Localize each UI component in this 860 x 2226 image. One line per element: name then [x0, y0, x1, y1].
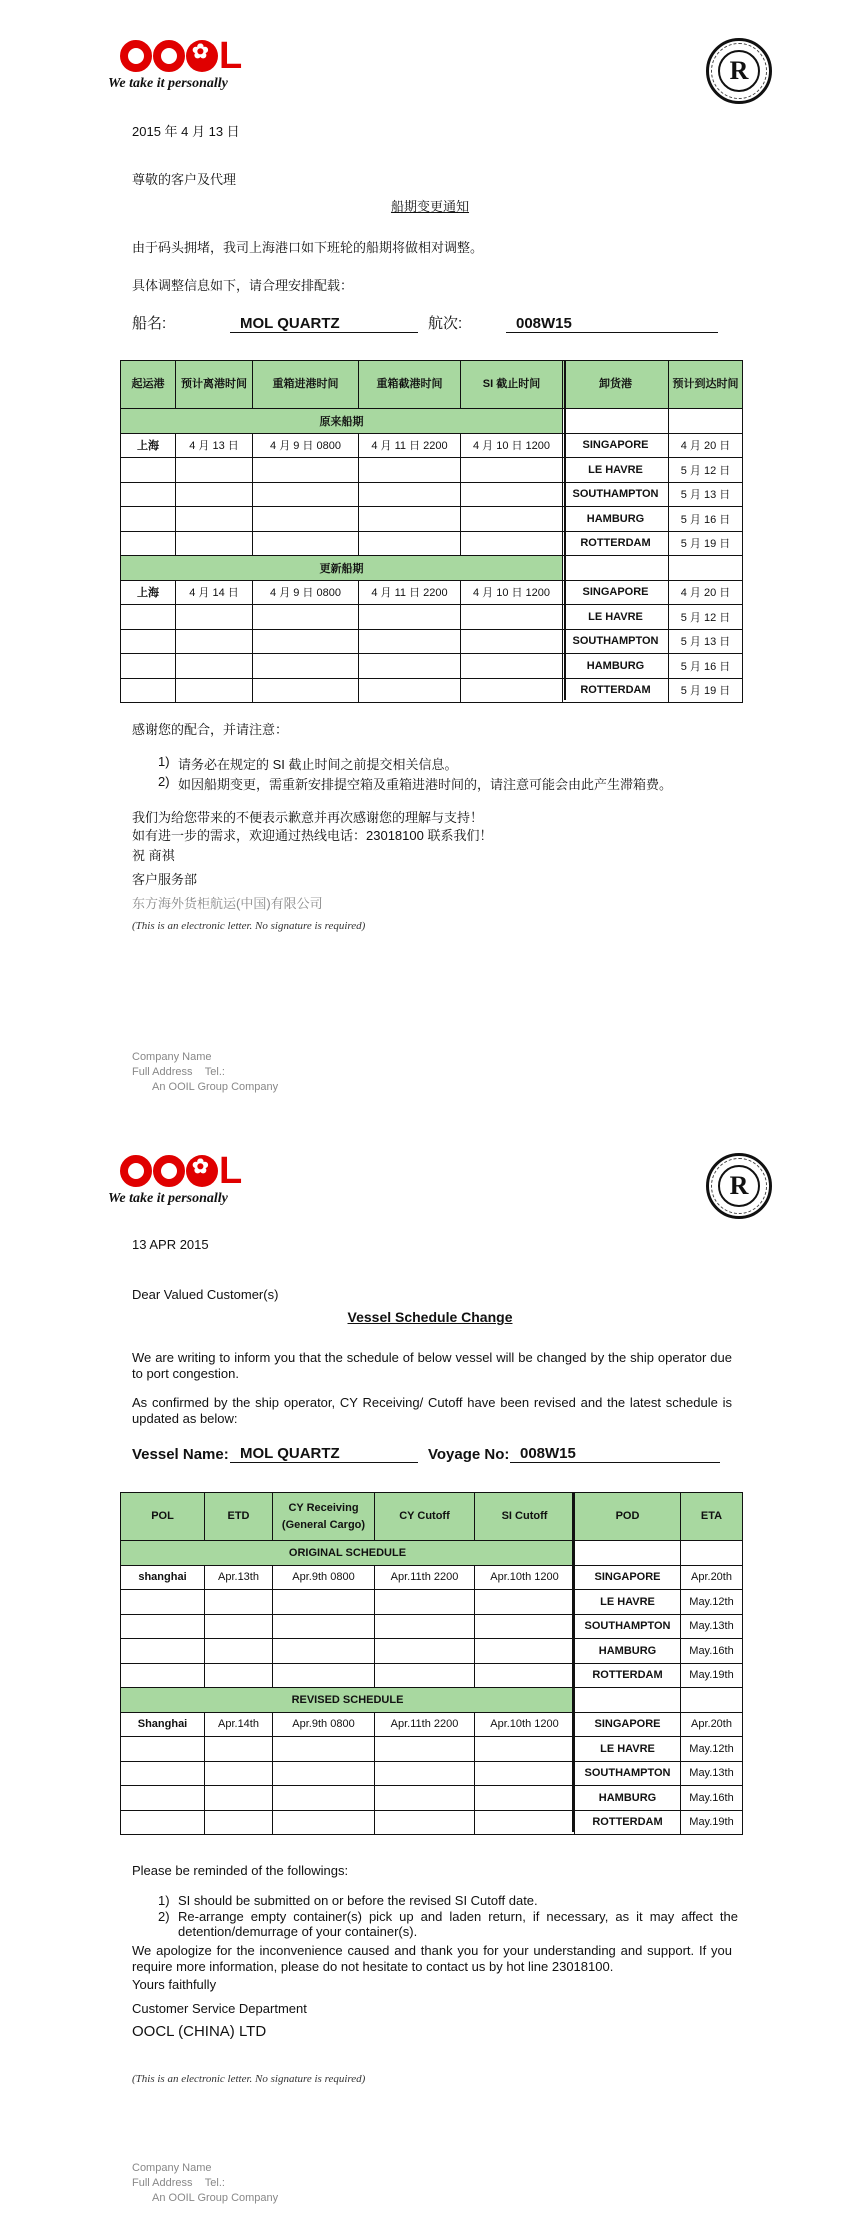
port-of-discharge: SINGAPORE [563, 580, 669, 605]
electronic-signature-note: (This is an electronic letter. No signature is required) [132, 2073, 366, 2085]
table-cell [359, 605, 461, 630]
table-cell: Apr.11th 2200 [375, 1712, 475, 1737]
eta-cell: May.16th [681, 1639, 743, 1664]
footer-group: An OOIL Group Company [152, 2191, 279, 2204]
vessel-info-line [0, 1445, 860, 1467]
table-cell [121, 1761, 205, 1786]
table-cell: 4 月 10 日 1200 [461, 433, 563, 458]
table-cell: Apr.9th 0800 [273, 1712, 375, 1737]
salutation: Dear Valued Customer(s) [132, 1287, 279, 1302]
eta-cell: 5 月 13 日 [669, 629, 743, 654]
port-of-discharge: HAMBURG [575, 1786, 681, 1811]
eta-cell: May.13th [681, 1761, 743, 1786]
table-row [121, 1541, 743, 1566]
table-cell [475, 1737, 575, 1762]
table-cell [475, 1639, 575, 1664]
table-row [121, 1565, 743, 1590]
eta-cell: Apr.20th [681, 1712, 743, 1737]
footer-full-address: Full Address [132, 1065, 193, 1078]
table-cell [121, 1590, 205, 1615]
eta-cell: 5 月 13 日 [669, 482, 743, 507]
oocl-logo [108, 1149, 258, 1213]
table-cell [575, 1541, 681, 1566]
port-of-discharge: HAMBURG [563, 507, 669, 532]
letter-title: 船期变更通知 [390, 199, 469, 214]
table-cell [475, 1786, 575, 1811]
table-cell [121, 1663, 205, 1688]
table-cell [375, 1590, 475, 1615]
table-cell [121, 507, 176, 532]
table-cell: 4 月 11 日 2200 [359, 433, 461, 458]
letter-footer [132, 2161, 278, 2206]
table-cell [253, 678, 359, 703]
table-cell [121, 678, 176, 703]
table-cell [253, 654, 359, 679]
table-cell: 4 月 9 日 0800 [253, 580, 359, 605]
letter-footer [132, 1050, 278, 1095]
note-number: 1) [158, 1893, 170, 1908]
table-cell: Apr.10th 1200 [475, 1712, 575, 1737]
table-cell [375, 1663, 475, 1688]
column-header: SI 截止时间 [461, 361, 563, 409]
company-line: OOCL (CHINA) LTD [132, 2023, 267, 2040]
apology-line: 我们为给您带来的不便表示歉意并再次感谢您的理解与支持！ [132, 810, 484, 825]
table-cell [475, 1614, 575, 1639]
port-of-discharge: SOUTHAMPTON [563, 629, 669, 654]
table-cell [205, 1761, 273, 1786]
table-row [121, 507, 743, 532]
table-row [121, 556, 743, 581]
table-cell [205, 1663, 273, 1688]
table-cell [475, 1663, 575, 1688]
table-cell [575, 1688, 681, 1713]
table-row [121, 361, 743, 409]
eta-cell: May.16th [681, 1786, 743, 1811]
table-row [121, 654, 743, 679]
eta-cell: Apr.20th [681, 1565, 743, 1590]
reminder-line: Please be reminded of the followings: [132, 1863, 349, 1878]
port-of-discharge: HAMBURG [563, 654, 669, 679]
table-cell [359, 507, 461, 532]
eta-cell: May.12th [681, 1737, 743, 1762]
eta-cell: 5 月 19 日 [669, 531, 743, 556]
footer-group: An OOIL Group Company [152, 1080, 279, 1093]
table-cell [176, 605, 253, 630]
table-cell [121, 1737, 205, 1762]
eta-cell: 5 月 16 日 [669, 654, 743, 679]
notes-list [158, 754, 738, 794]
table-cell [669, 556, 743, 581]
table-cell: Apr.13th [205, 1565, 273, 1590]
vessel-info-line [0, 315, 860, 337]
port-of-discharge: SOUTHAMPTON [563, 482, 669, 507]
certification-seal: R [706, 38, 772, 104]
eta-cell: 5 月 16 日 [669, 507, 743, 532]
voyage-label: 航次: [428, 315, 463, 332]
eta-cell: 5 月 12 日 [669, 605, 743, 630]
column-header: CY Cutoff [375, 1493, 475, 1541]
table-row [121, 1810, 743, 1835]
column-header: CY Receiving (General Cargo) [273, 1493, 375, 1541]
table-cell [205, 1737, 273, 1762]
table-row [121, 1786, 743, 1811]
table-cell [475, 1590, 575, 1615]
table-divider [564, 360, 566, 700]
table-cell [461, 507, 563, 532]
department-line: Customer Service Department [132, 2001, 307, 2016]
oocl-wordmark: ✿ L [120, 38, 241, 74]
table-row [121, 433, 743, 458]
salutation: 尊敬的客户及代理 [132, 172, 237, 187]
table-cell [461, 458, 563, 483]
table-cell [121, 482, 176, 507]
table-cell [205, 1614, 273, 1639]
table-row [121, 531, 743, 556]
table-cell [273, 1810, 375, 1835]
eta-cell: 5 月 12 日 [669, 458, 743, 483]
table-cell [273, 1761, 375, 1786]
column-header: 预计离港时间 [176, 361, 253, 409]
note-number: 1) [158, 754, 170, 769]
note-item: 请务必在规定的 SI 截止时间之前提交相关信息。 [178, 757, 458, 772]
details-paragraph: As confirmed by the ship operator, CY Receiving/ Cutoff have been revised and the latest schedule is updated as below: [132, 1395, 732, 1427]
table-cell [121, 1786, 205, 1811]
table-cell [121, 1639, 205, 1664]
table-cell: 4 月 13 日 [176, 433, 253, 458]
table-cell [461, 605, 563, 630]
column-header: 重箱截港时间 [359, 361, 461, 409]
apology-paragraph: We apologize for the inconvenience caused and thank you for your understanding and support. If you require more information, please do not hesitate to contact us by hot line 23018100. [132, 1943, 732, 1975]
table-cell [121, 1810, 205, 1835]
details-paragraph: 具体调整信息如下，请合理安排配载： [132, 278, 354, 293]
section-label: 原来船期 [121, 409, 563, 434]
section-label: ORIGINAL SCHEDULE [121, 1541, 575, 1566]
table-cell [253, 458, 359, 483]
department-line: 客户服务部 [132, 872, 198, 887]
table-cell [461, 531, 563, 556]
electronic-signature-note: (This is an electronic letter. No signature is required) [132, 920, 366, 932]
note-number: 2) [158, 774, 170, 789]
column-header: POL [121, 1493, 205, 1541]
table-cell [176, 458, 253, 483]
table-cell [359, 458, 461, 483]
table-cell [375, 1737, 475, 1762]
table-cell [273, 1737, 375, 1762]
table-cell: 4 月 11 日 2200 [359, 580, 461, 605]
eta-cell: 5 月 19 日 [669, 678, 743, 703]
port-of-discharge: SINGAPORE [563, 433, 669, 458]
column-header: 起运港 [121, 361, 176, 409]
table-row [121, 678, 743, 703]
table-cell [681, 1688, 743, 1713]
port-of-discharge: SINGAPORE [575, 1565, 681, 1590]
table-cell [681, 1541, 743, 1566]
note-item: Re-arrange empty container(s) pick up and laden return, if necessary, as it may affect the detention/demurrage of your container(s). [178, 1909, 738, 1939]
vessel-value: MOL QUARTZ [230, 1445, 418, 1463]
footer-company-name: Company Name [132, 2162, 212, 2174]
certification-seal: R [706, 1153, 772, 1219]
table-cell [176, 629, 253, 654]
port-of-discharge: SINGAPORE [575, 1712, 681, 1737]
table-cell [273, 1663, 375, 1688]
table-cell: 4 月 10 日 1200 [461, 580, 563, 605]
vessel-label: Vessel Name: [132, 1446, 229, 1463]
table-cell [205, 1786, 273, 1811]
section-label: 更新船期 [121, 556, 563, 581]
table-cell [253, 605, 359, 630]
table-cell: 4 月 14 日 [176, 580, 253, 605]
table-cell: Shanghai [121, 1712, 205, 1737]
footer-full-address: Full Address [132, 2176, 193, 2189]
table-cell [375, 1786, 475, 1811]
port-of-discharge: LE HAVRE [575, 1737, 681, 1762]
table-row [121, 1663, 743, 1688]
thanks-line: 感谢您的配合，并请注意： [132, 722, 289, 737]
note-item: SI should be submitted on or before the revised SI Cutoff date. [178, 1893, 538, 1908]
oocl-wordmark: ✿ L [120, 1153, 241, 1189]
table-row [121, 1737, 743, 1762]
table-cell [176, 654, 253, 679]
letter-page-english [0, 1113, 860, 2226]
port-of-discharge: ROTTERDAM [563, 531, 669, 556]
footer-tel: Tel.: [204, 1065, 225, 1078]
section-label: REVISED SCHEDULE [121, 1688, 575, 1713]
table-cell [205, 1810, 273, 1835]
table-cell [563, 409, 669, 434]
table-cell [359, 654, 461, 679]
port-of-discharge: HAMBURG [575, 1639, 681, 1664]
intro-paragraph: We are writing to inform you that the schedule of below vessel will be changed by the ship operator due to port congestion. [132, 1350, 732, 1382]
table-cell [375, 1810, 475, 1835]
table-cell [669, 409, 743, 434]
port-of-discharge: ROTTERDAM [563, 678, 669, 703]
table-cell [253, 629, 359, 654]
table-row [121, 482, 743, 507]
contact-line: 如有进一步的需求，欢迎通过热线电话：23018100 联系我们！ [132, 828, 493, 843]
table-cell: Apr.10th 1200 [475, 1565, 575, 1590]
table-cell [121, 458, 176, 483]
table-cell [461, 629, 563, 654]
table-cell: Apr.11th 2200 [375, 1565, 475, 1590]
port-of-discharge: LE HAVRE [563, 605, 669, 630]
table-row [121, 580, 743, 605]
table-cell [253, 507, 359, 532]
table-row [121, 1590, 743, 1615]
table-row [121, 409, 743, 434]
table-cell [273, 1614, 375, 1639]
table-cell [121, 1614, 205, 1639]
intro-paragraph: 由于码头拥堵，我司上海港口如下班轮的船期将做相对调整。 [132, 240, 484, 255]
eta-cell: May.13th [681, 1614, 743, 1639]
table-cell [176, 678, 253, 703]
table-cell [176, 507, 253, 532]
table-row [121, 1493, 743, 1541]
table-cell [205, 1590, 273, 1615]
notes-list [158, 1893, 738, 1941]
company-line: 东方海外货柜航运(中国)有限公司 [132, 896, 323, 911]
column-header: SI Cutoff [475, 1493, 575, 1541]
column-header: 预计到达时间 [669, 361, 743, 409]
letter-date: 13 APR 2015 [132, 1237, 209, 1252]
table-row [121, 1639, 743, 1664]
letter-date: 2015 年 4 月 13 日 [132, 124, 240, 139]
vessel-label: 船名: [132, 315, 167, 332]
note-number: 2) [158, 1909, 170, 1924]
table-cell [205, 1639, 273, 1664]
table-cell [359, 482, 461, 507]
table-cell [273, 1786, 375, 1811]
voyage-label: Voyage No: [428, 1446, 510, 1463]
port-of-discharge: SOUTHAMPTON [575, 1614, 681, 1639]
table-row [121, 1761, 743, 1786]
letter-title: Vessel Schedule Change [347, 1309, 513, 1325]
table-cell [461, 654, 563, 679]
table-cell [273, 1639, 375, 1664]
table-cell [461, 678, 563, 703]
table-row [121, 458, 743, 483]
table-row [121, 605, 743, 630]
table-cell: 上海 [121, 580, 176, 605]
voyage-value: 008W15 [510, 1445, 720, 1463]
table-row [121, 629, 743, 654]
eta-cell: 4 月 20 日 [669, 433, 743, 458]
port-of-discharge: LE HAVRE [575, 1590, 681, 1615]
eta-cell: May.19th [681, 1810, 743, 1835]
table-cell: Apr.14th [205, 1712, 273, 1737]
regards-line: 祝 商祺 [132, 848, 175, 863]
table-cell [176, 482, 253, 507]
schedule-table [120, 1492, 743, 1835]
port-of-discharge: LE HAVRE [563, 458, 669, 483]
table-cell [176, 531, 253, 556]
table-cell: 4 月 9 日 0800 [253, 433, 359, 458]
table-cell [121, 605, 176, 630]
port-of-discharge: SOUTHAMPTON [575, 1761, 681, 1786]
table-cell [121, 531, 176, 556]
table-row [121, 1614, 743, 1639]
schedule-table [120, 360, 743, 703]
column-header: ETD [205, 1493, 273, 1541]
table-divider [572, 1492, 574, 1832]
table-cell: Apr.9th 0800 [273, 1565, 375, 1590]
table-cell [475, 1810, 575, 1835]
port-of-discharge: ROTTERDAM [575, 1810, 681, 1835]
table-cell: 上海 [121, 433, 176, 458]
column-header: 卸货港 [563, 361, 669, 409]
footer-company-name: Company Name [132, 1051, 212, 1063]
regards-line: Yours faithfully [132, 1977, 217, 1992]
footer-tel: Tel.: [204, 2176, 225, 2189]
logo-tagline: We take it personally [108, 76, 228, 91]
table-cell [359, 678, 461, 703]
table-cell [359, 531, 461, 556]
note-item: 如因船期变更，需重新安排提空箱及重箱进港时间的，请注意可能会由此产生滞箱费。 [178, 777, 673, 792]
table-cell [461, 482, 563, 507]
voyage-value: 008W15 [506, 315, 718, 333]
table-cell [253, 482, 359, 507]
eta-cell: May.19th [681, 1663, 743, 1688]
table-cell [253, 531, 359, 556]
column-header: 重箱进港时间 [253, 361, 359, 409]
table-cell [121, 654, 176, 679]
column-header: ETA [681, 1493, 743, 1541]
table-cell [375, 1614, 475, 1639]
table-cell [475, 1761, 575, 1786]
table-cell [273, 1590, 375, 1615]
table-cell [375, 1639, 475, 1664]
port-of-discharge: ROTTERDAM [575, 1663, 681, 1688]
table-cell: shanghai [121, 1565, 205, 1590]
table-row [121, 1688, 743, 1713]
eta-cell: May.12th [681, 1590, 743, 1615]
vessel-value: MOL QUARTZ [230, 315, 418, 333]
eta-cell: 4 月 20 日 [669, 580, 743, 605]
table-row [121, 1712, 743, 1737]
column-header: POD [575, 1493, 681, 1541]
oocl-logo [108, 34, 258, 98]
logo-tagline: We take it personally [108, 1191, 228, 1206]
table-cell [359, 629, 461, 654]
table-cell [121, 629, 176, 654]
table-cell [375, 1761, 475, 1786]
table-cell [563, 556, 669, 581]
